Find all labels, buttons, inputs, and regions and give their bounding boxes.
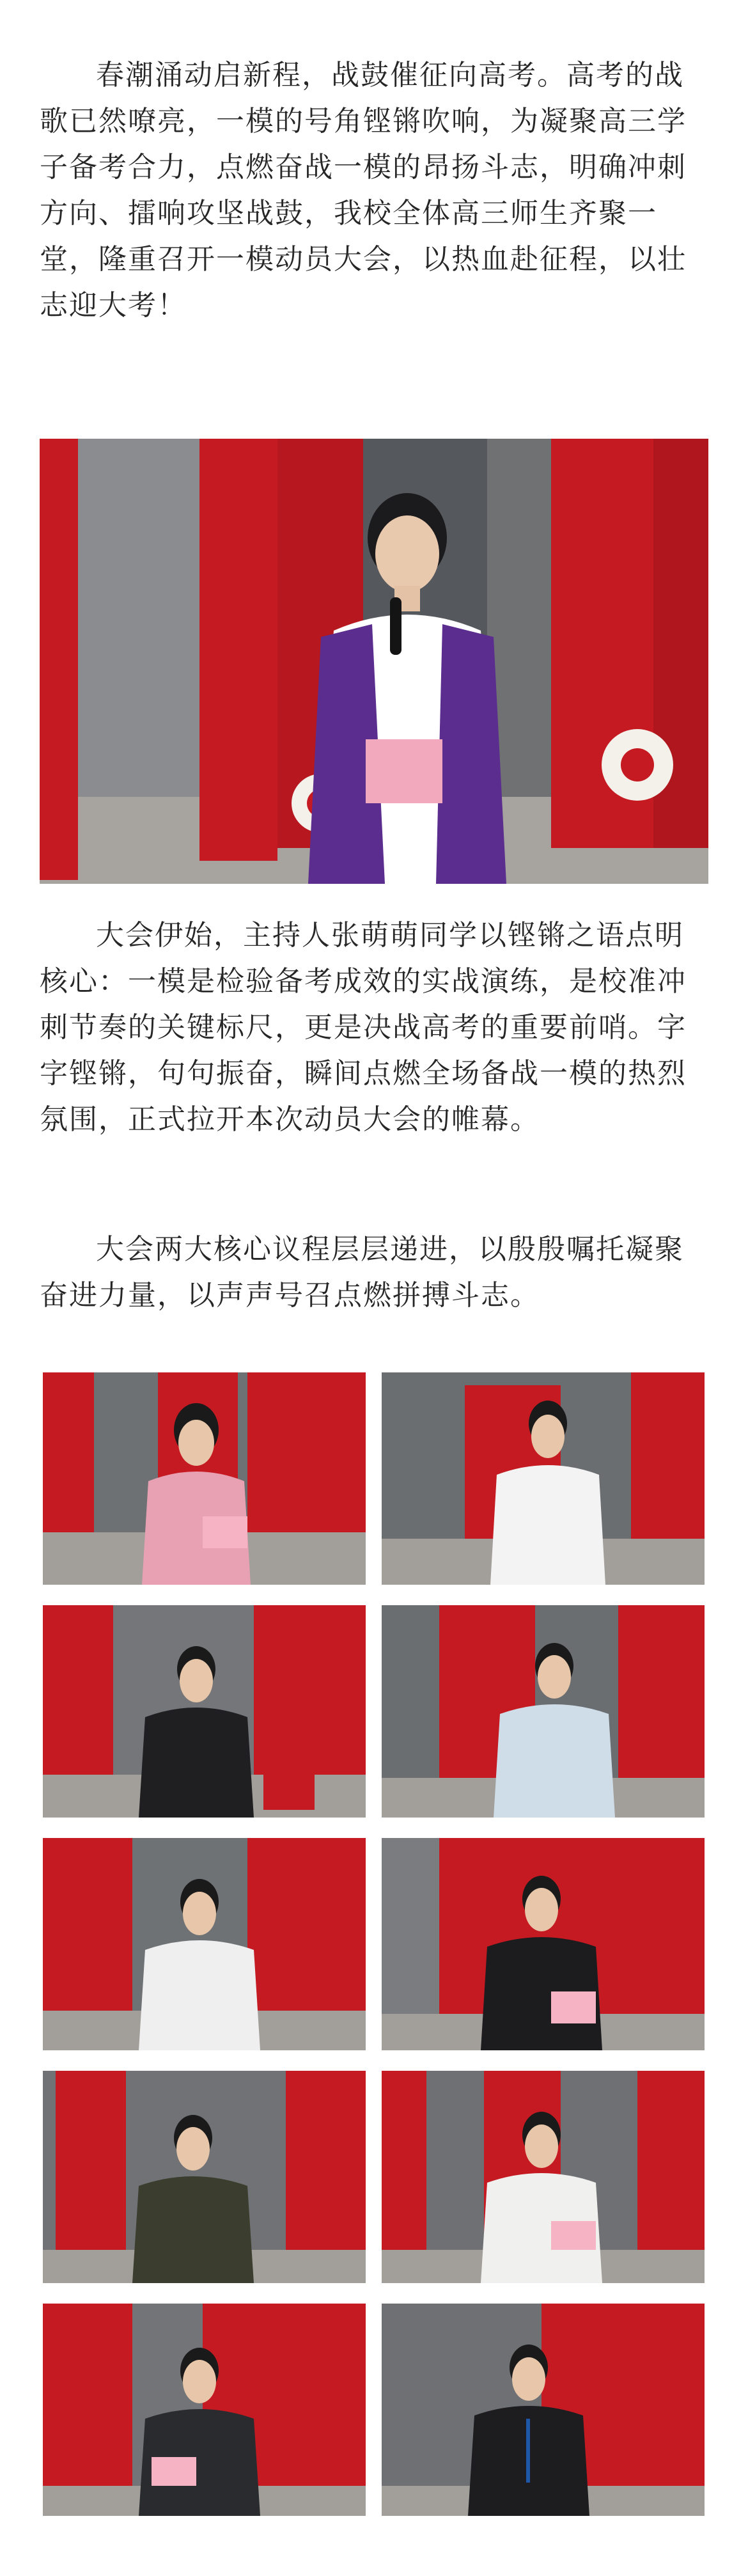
- speaker-photo-10: [382, 2304, 705, 2516]
- agenda-paragraph: 大会两大核心议程层层递进，以殷殷嘱托凝聚奋进力量，以声声号召点燃拼搏斗志。: [40, 1233, 684, 1312]
- speaker-photo-7: [43, 2071, 366, 2283]
- speaker-photo-3: [43, 1605, 366, 1818]
- speaker-photo-8: [382, 2071, 705, 2283]
- speaker-photo-1: [43, 1372, 366, 1585]
- speaker-photo-4: [382, 1605, 705, 1818]
- speaker-photo-2: [382, 1372, 705, 1585]
- speaker-photo-6: [382, 1838, 705, 2050]
- speaker-photo-9: [43, 2304, 366, 2516]
- intro-paragraph: 春潮涌动启新程，战鼓催征向高考。高考的战歌已然嘹亮，一模的号角铿锵吹响，为凝聚高三学子备考合力，点燃奋战一模的昂扬斗志，明确冲刺方向、擂响攻坚战鼓，我校全体高三师生齐聚一堂，隆重召开一模动员大会，以热血赴征程，以壮志迎大考！: [40, 59, 687, 322]
- hero-photo-student-host: [40, 439, 708, 884]
- hero-photo-graphic: [40, 439, 708, 884]
- speaker-photo-5: [43, 1838, 366, 2050]
- opening-paragraph: 大会伊始，主持人张萌萌同学以铿锵之语点明核心：一模是检验备考成效的实战演练，是校准冲刺节奏的关键标尺，更是决战高考的重要前哨。字字铿锵，句句振奋，瞬间点燃全场备战一模的热烈氛围，正式拉开本次动员大会的帷幕。: [40, 919, 687, 1136]
